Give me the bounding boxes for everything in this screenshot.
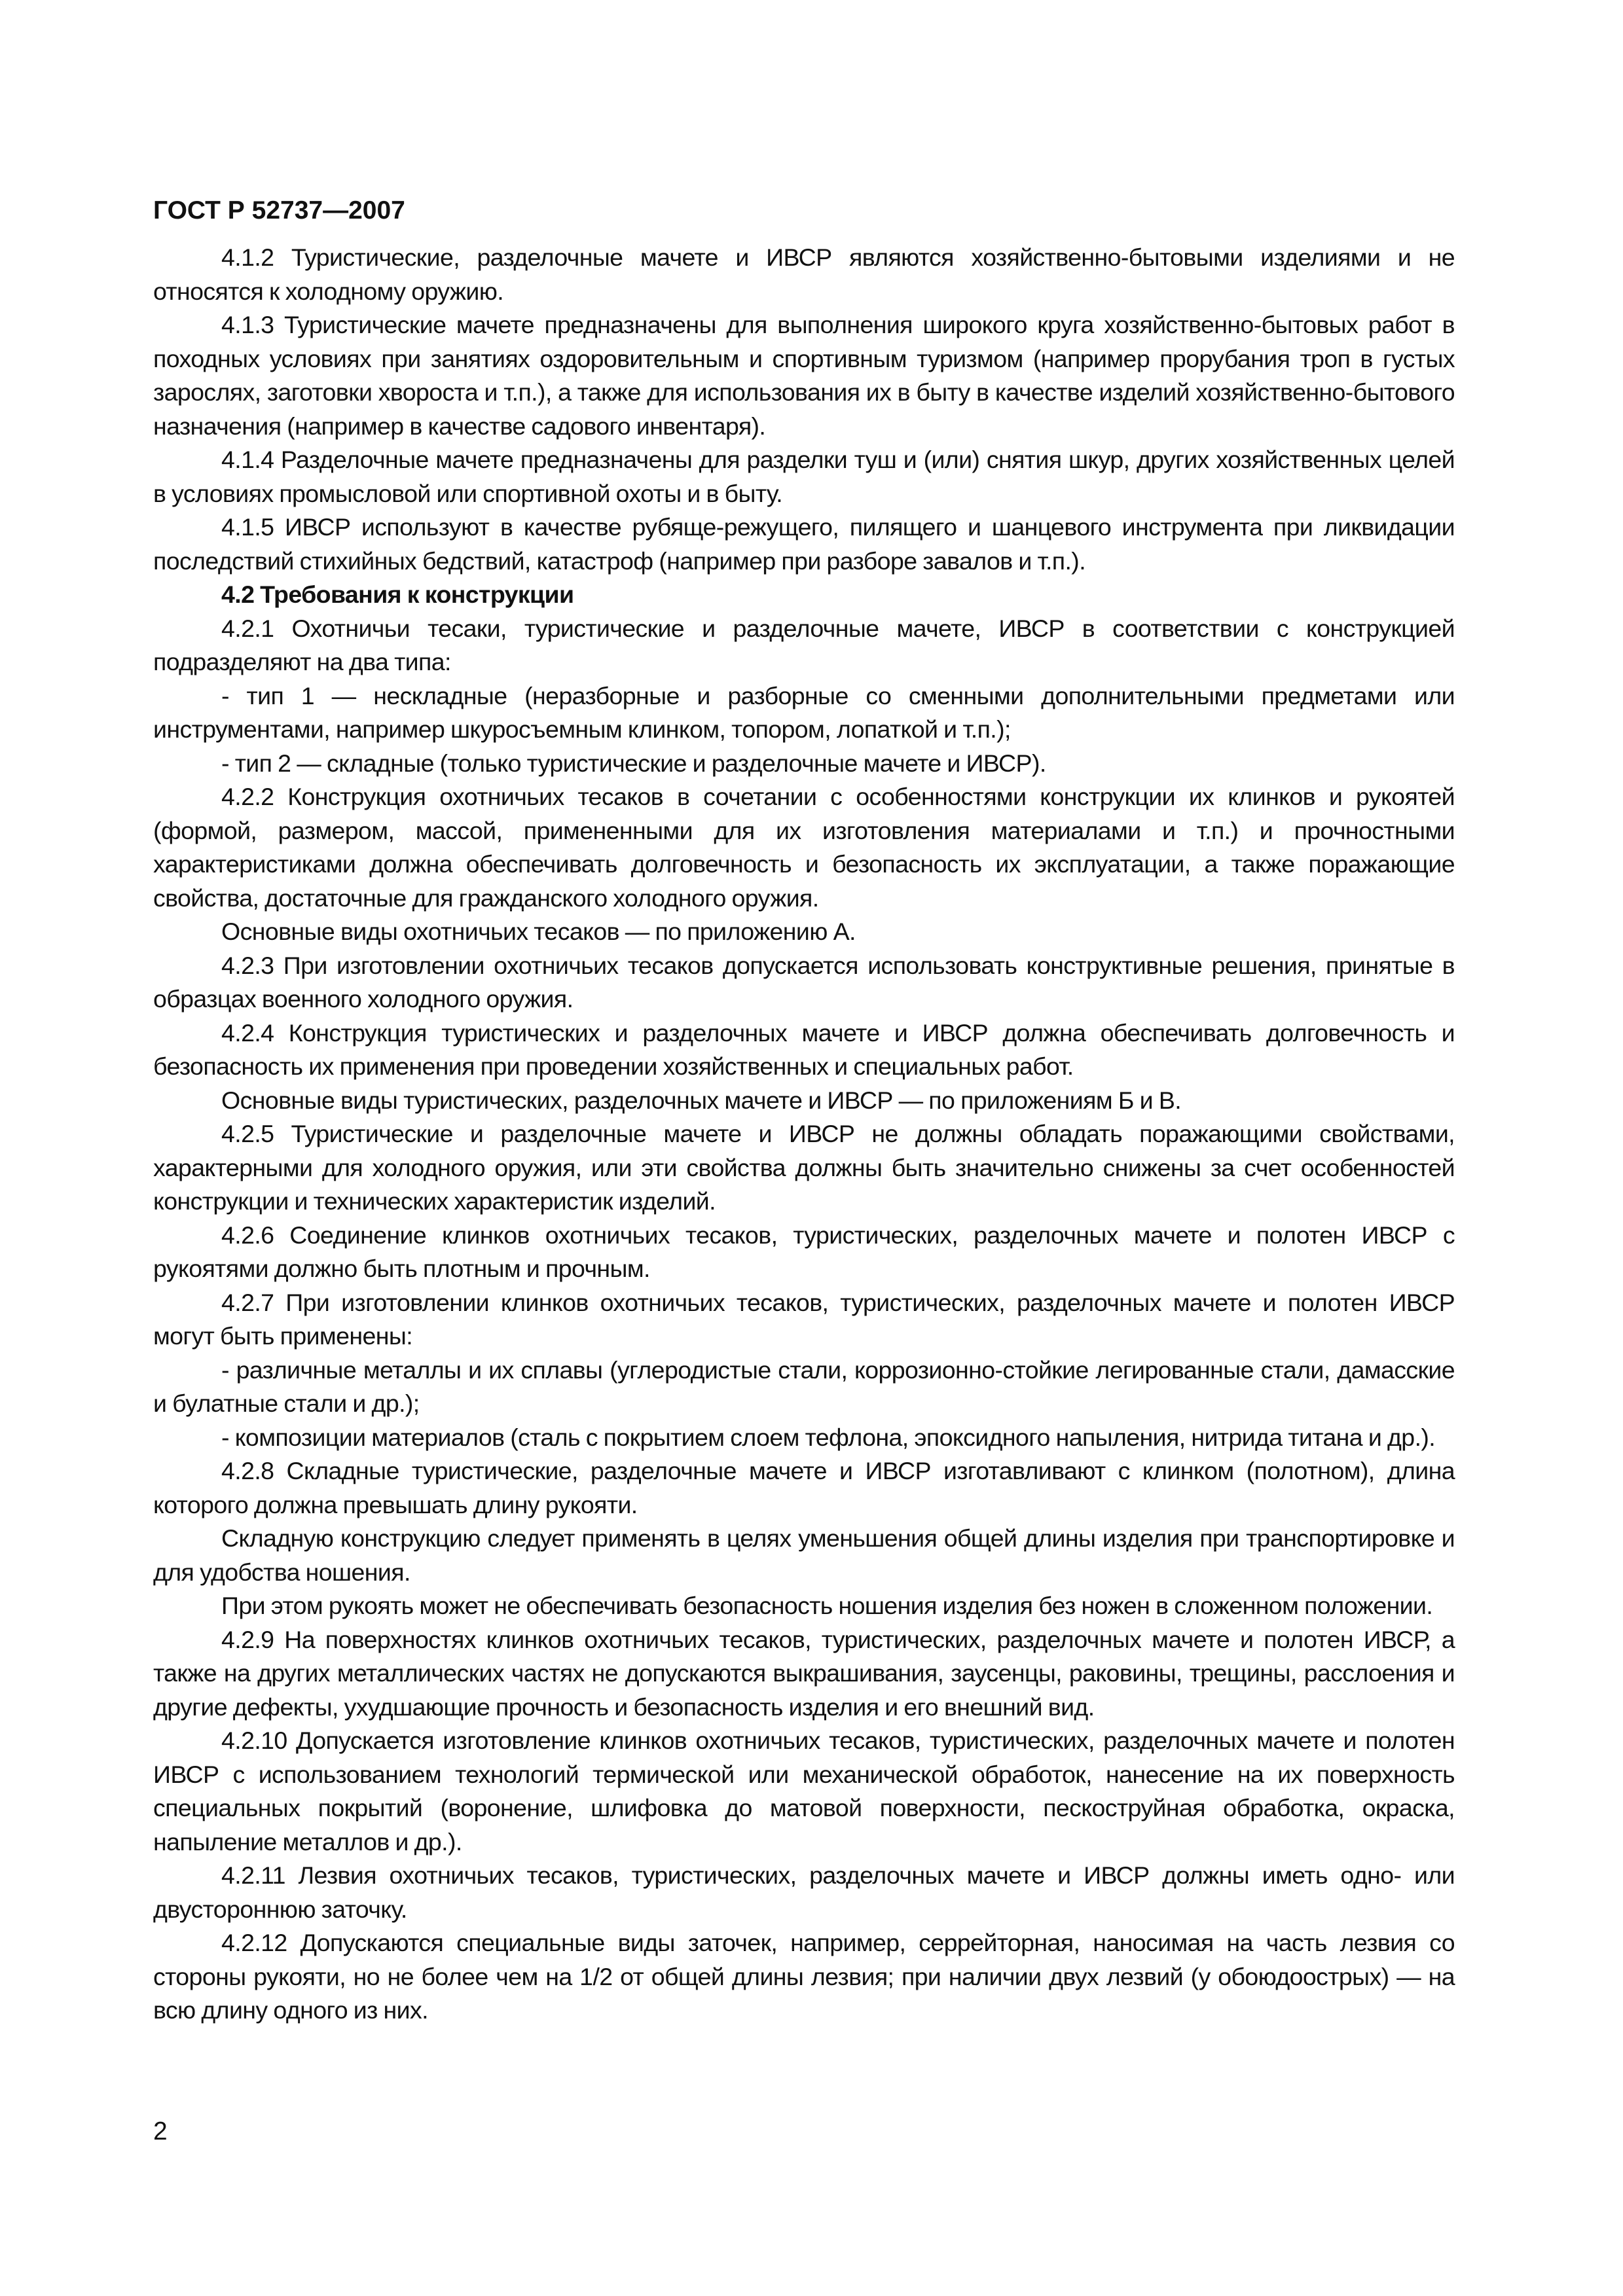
list-item-type-1: - тип 1 — нескладные (неразборные и разборные со сменными дополнительными предметами или инструментами, например шкуросъемным клинком, топором, лопаткой и т.п.);	[153, 681, 1455, 743]
paragraph-appendix-a-note: Основные виды охотничьих тесаков — по приложению А.	[221, 918, 856, 945]
list-item-type-2: - тип 2 — складные (только туристические и разделочные мачете и ИВСР).	[221, 749, 1046, 777]
paragraph-4-2-7: 4.2.7 При изготовлении клинков охотничьих тесаков, туристических, разделочных мачете и полотен ИВСР могут быть применены:	[153, 1288, 1455, 1350]
paragraph-4-2-5: 4.2.5 Туристические и разделочные мачете и ИВСР не должны обладать поражающими свойствами, характерными для холодного оружия, или эти свойства должны быть значительно снижены за счет особенностей конструкции и технических характеристик изделий.	[153, 1120, 1455, 1215]
paragraph-folding-purpose: Складную конструкцию следует применять в целях уменьшения общей длины изделия при транспортировке и для удобства ношения.	[153, 1524, 1455, 1586]
document-header: ГОСТ Р 52737—2007	[153, 196, 405, 224]
document-body	[153, 241, 1455, 2028]
paragraph-4-1-4: 4.1.4 Разделочные мачете предназначены для разделки туш и (или) снятия шкур, других хозяйственных целей в условиях промысловой или спортивной охоты и в быту.	[153, 446, 1455, 507]
list-item-metals: - различные металлы и их сплавы (углеродистые стали, коррозионно-стойкие легированные стали, дамасские и булатные стали и др.);	[153, 1355, 1455, 1417]
list-item-compositions: - композиции материалов (сталь с покрытием слоем тефлона, эпоксидного напыления, нитрида титана и др.).	[221, 1423, 1436, 1451]
section-heading-4-2: 4.2 Требования к конструкции	[221, 581, 574, 608]
paragraph-4-2-12: 4.2.12 Допускаются специальные виды заточек, например, серрейторная, наносимая на часть лезвия со стороны рукояти, но не более чем на 1/2 от общей длины лезвия; при наличии двух лезвий (у обоюдоострых) — на всю длину одного из них.	[153, 1929, 1455, 2024]
paragraph-4-1-3: 4.1.3 Туристические мачете предназначены для выполнения широкого круга хозяйственно-бытовых работ в походных условиях при занятиях оздоровительным и спортивным туризмом (например прорубания троп в густых зарослях, заготовки хвороста и т.п.), а также для использования их в быту в качестве изделий хозяйственно-бытового назначения (например в качестве садового инвентаря).	[153, 311, 1455, 440]
paragraph-4-2-1: 4.2.1 Охотничьи тесаки, туристические и разделочные мачете, ИВСР в соответствии с конструкцией подразделяют на два типа:	[153, 614, 1455, 675]
paragraph-4-2-8: 4.2.8 Складные туристические, разделочные мачете и ИВСР изготавливают с клинком (полотном), длина которого должна превышать длину рукояти.	[153, 1457, 1455, 1518]
page-number: 2	[153, 2117, 168, 2145]
paragraph-4-2-6: 4.2.6 Соединение клинков охотничьих тесаков, туристических, разделочных мачете и полотен ИВСР с рукоятями должно быть плотным и прочным.	[153, 1221, 1455, 1282]
paragraph-folding-safety: При этом рукоять может не обеспечивать безопасность ношения изделия без ножен в сложенном положении.	[221, 1592, 1433, 1619]
paragraph-4-2-3: 4.2.3 При изготовлении охотничьих тесаков допускается использовать конструктивные решения, принятые в образцах военного холодного оружия.	[153, 951, 1455, 1013]
paragraph-4-2-2: 4.2.2 Конструкция охотничьих тесаков в сочетании с особенностями конструкции их клинков и рукоятей (формой, размером, массой, примененными для их изготовления материалами и т.п.) и прочностными характеристиками должна обеспечивать долговечность и безопасность их эксплуатации, а также поражающие свойства, достаточные для гражданского холодного оружия.	[153, 783, 1455, 912]
paragraph-4-2-11: 4.2.11 Лезвия охотничьих тесаков, туристических, разделочных мачете и ИВСР должны иметь одно- или двустороннюю заточку.	[153, 1861, 1455, 1923]
paragraph-4-2-9: 4.2.9 На поверхностях клинков охотничьих тесаков, туристических, разделочных мачете и полотен ИВСР, а также на других металлических частях не допускаются выкрашивания, заусенцы, раковины, трещины, расслоения и другие дефекты, ухудшающие прочность и безопасность изделия и его внешний вид.	[153, 1625, 1455, 1721]
paragraph-4-2-10: 4.2.10 Допускается изготовление клинков охотничьих тесаков, туристических, разделочных мачете и полотен ИВСР с использованием технологий термической или механической обработок, нанесение на их поверхность специальных покрытий (воронение, шлифовка до матовой поверхности, пескоструйная обработка, окраска, напыление металлов и др.).	[153, 1727, 1455, 1856]
paragraph-appendix-b-v-note: Основные виды туристических, разделочных мачете и ИВСР — по приложениям Б и В.	[221, 1086, 1182, 1114]
paragraph-4-1-2: 4.1.2 Туристические, разделочные мачете и ИВСР являются хозяйственно-бытовыми изделиями и не относятся к холодному оружию.	[153, 243, 1455, 305]
paragraph-4-2-4: 4.2.4 Конструкция туристических и разделочных мачете и ИВСР должна обеспечивать долговечность и безопасность их применения при проведении хозяйственных и специальных работ.	[153, 1018, 1455, 1080]
paragraph-4-1-5: 4.1.5 ИВСР используют в качестве рубяще-режущего, пилящего и шанцевого инструмента при ликвидации последствий стихийных бедствий, катастроф (например при разборе завалов и т.п.).	[153, 513, 1455, 575]
